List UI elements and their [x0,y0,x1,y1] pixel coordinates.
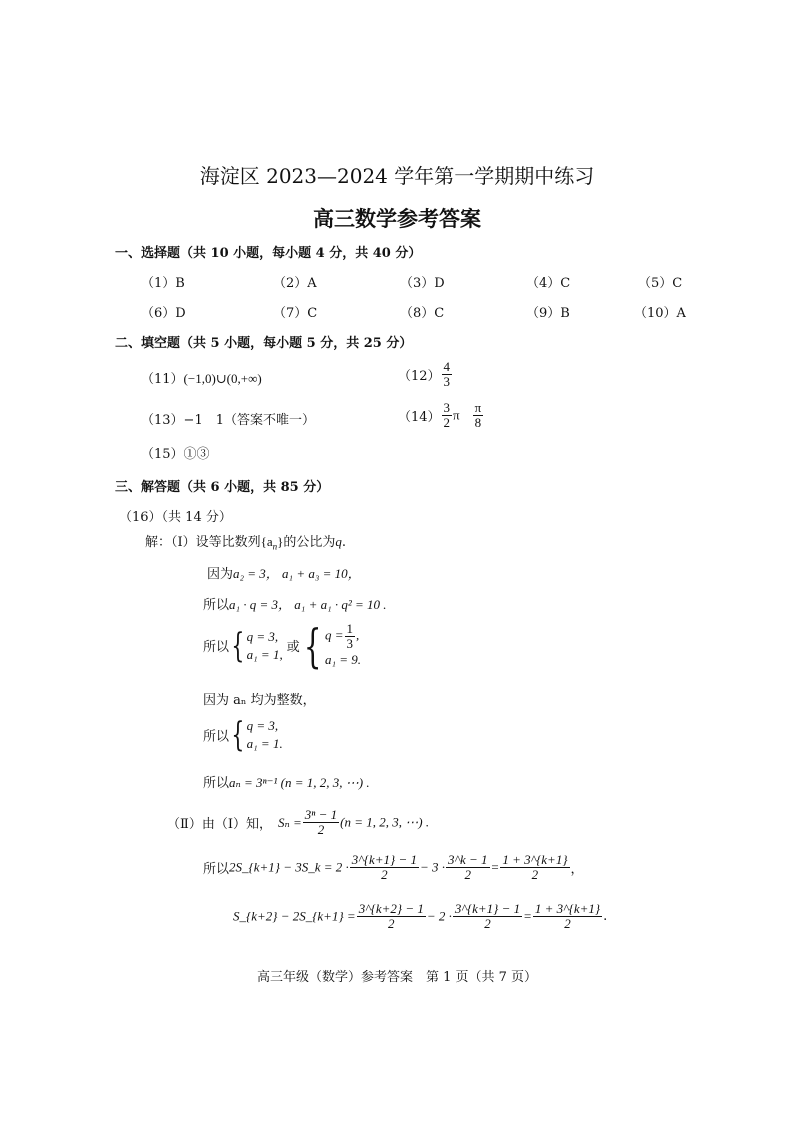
answer-13-label: （13） [141,413,184,428]
answer-14-frac-a [442,401,453,430]
answer-14-a-den: 2 [443,415,451,430]
step-expr-1-lhs: 2S_{k+1} − 3S_k = 2 · [229,859,349,875]
step-expr-2-eq: = [523,908,532,924]
step-solutions [203,618,362,673]
answer-8: （8）C [400,306,445,321]
answer-13-value: −1 1（答案不唯一） [183,413,315,428]
answer-11-label: （11） [141,372,184,387]
step-expr-1-frac-3: $\frac{1 + 3\^{}\{k+1\}}{2}$ [502,852,568,882]
step-expr-1 [203,853,584,882]
step-expr-2-frac-1: $\frac{3\^{}\{k+2\} - 1}{2}$ [358,901,424,931]
q16-heading: （16）（共 14 分） [119,510,232,525]
answer-2: （2）A [273,276,317,291]
step-expr-1-frac-2: $\frac{3\^{}k - 1}{2}$ [448,852,488,882]
answer-11 [141,368,262,387]
answer-14 [398,401,484,430]
answer-12 [398,360,453,389]
step-general-term-label: 所以 [203,776,230,791]
answer-12-den: 3 [443,374,451,389]
part1-intro-text: 解：（Ⅰ）设等比数列 [145,535,261,550]
step-equations-eq: a₁ · q = 3， a₁ + a₁ · q² = 10 . [229,597,387,612]
step-solutions-label: 所以 [203,640,230,655]
brace-1: { [231,625,245,666]
step-equations [203,594,387,613]
part1-seq: $\{a_n\}$ [260,534,284,552]
system-2: q = $\frac{1}{3}$ , a₁ = 9. [325,621,362,667]
answer-15-value: ①③ [183,447,210,462]
part1-intro [145,531,346,552]
answer-6: （6）D [141,306,186,321]
part2-sn: Sₙ = [277,814,302,830]
step-expr-2-frac-3: $\frac{1 + 3\^{}\{k+1\}}{2}$ [534,901,601,931]
answer-15-label: （15） [141,447,184,462]
page-title: 海淀区 2023—2024 学年第一学期期中练习 [199,164,595,188]
step-expr-2-frac-2: $\frac{3\^{}\{k+1\} - 1}{2}$ [454,901,521,931]
step-given-eq: a₂ = 3， a₁ + a₃ = 10， [233,566,361,581]
answer-14-label: （14） [398,410,441,425]
part2-intro [167,808,429,837]
step-expr-1-end: ， [570,862,584,877]
step-expr-2 [233,902,607,931]
brace-2: { [303,618,322,673]
answer-14-pi: π [453,407,460,423]
part1-period: . [341,535,347,550]
system-1: q = 3, a₁ = 1, [246,628,283,662]
answer-5: （5）C [638,276,683,291]
step-equations-label: 所以 [203,598,230,613]
answer-12-fraction [442,360,453,389]
answer-13 [141,409,315,428]
step-expr-2-lhs: S_{k+2} − 2S_{k+1} = [233,908,356,924]
answer-1: （1）B [141,276,185,291]
answer-4: （4）C [526,276,571,291]
answer-7: （7）C [273,306,318,321]
step-expr-1-label: 所以 [203,862,230,877]
step-unique [203,717,283,753]
step-expr-1-frac-1: $\frac{3\^{}\{k+1\} - 1}{2}$ [351,852,417,882]
answer-11-value: (−1,0)∪(0,+∞) [183,371,262,386]
step-given-label: 因为 [207,567,234,582]
part1-ratio-text: 的公比为 [283,535,336,550]
step-unique-label: 所以 [203,729,230,745]
step-expr-2-end: . [603,909,608,924]
section1-heading: 一、选择题（共 10 小题，每小题 4 分，共 40 分） [115,246,422,261]
answer-9: （9）B [526,306,570,321]
answer-14-a-num: 3 [443,400,451,415]
step-general-term-eq: aₙ = 3ⁿ⁻¹ (n = 1, 2, 3, ⋯) . [229,775,370,790]
step-expr-1-mid: − 3 · [419,859,446,875]
brace-3: { [231,715,245,755]
answer-14-frac-b [473,401,484,430]
answer-15 [141,443,210,462]
section3-heading: 三、解答题（共 6 小题，共 85 分） [115,480,330,495]
page-footer: 高三年级（数学）参考答案 第 1 页（共 7 页） [256,970,538,985]
step-expr-1-eq: = [490,859,500,875]
answer-14-b-num: π [474,400,482,415]
step-integer: 因为 aₙ 均为整数， [203,693,316,708]
or-text: 或 [286,640,300,655]
answer-3: （3）D [400,276,445,291]
answer-14-b-den: 8 [474,415,482,430]
part2-fraction: $\frac{\text{3ⁿ − 1}}{2}$ [304,807,338,837]
answer-10: （10）A [634,306,686,321]
step-expr-2-mid: − 2 · [426,908,452,924]
page-subtitle: 高三数学参考答案 [313,206,481,231]
system-3: q = 3, a₁ = 1. [246,718,283,751]
answer-12-num: 4 [443,359,451,374]
part2-tail: (n = 1, 2, 3, ⋯) . [340,814,430,830]
part2-intro-text: （Ⅱ）由（Ⅰ）知， [167,817,272,832]
section2-heading: 二、填空题（共 5 小题，每小题 5 分，共 25 分） [115,336,413,351]
step-given [207,563,361,582]
step-general-term [203,772,370,791]
part1-q: q [335,534,342,549]
answer-12-label: （12） [398,369,441,384]
